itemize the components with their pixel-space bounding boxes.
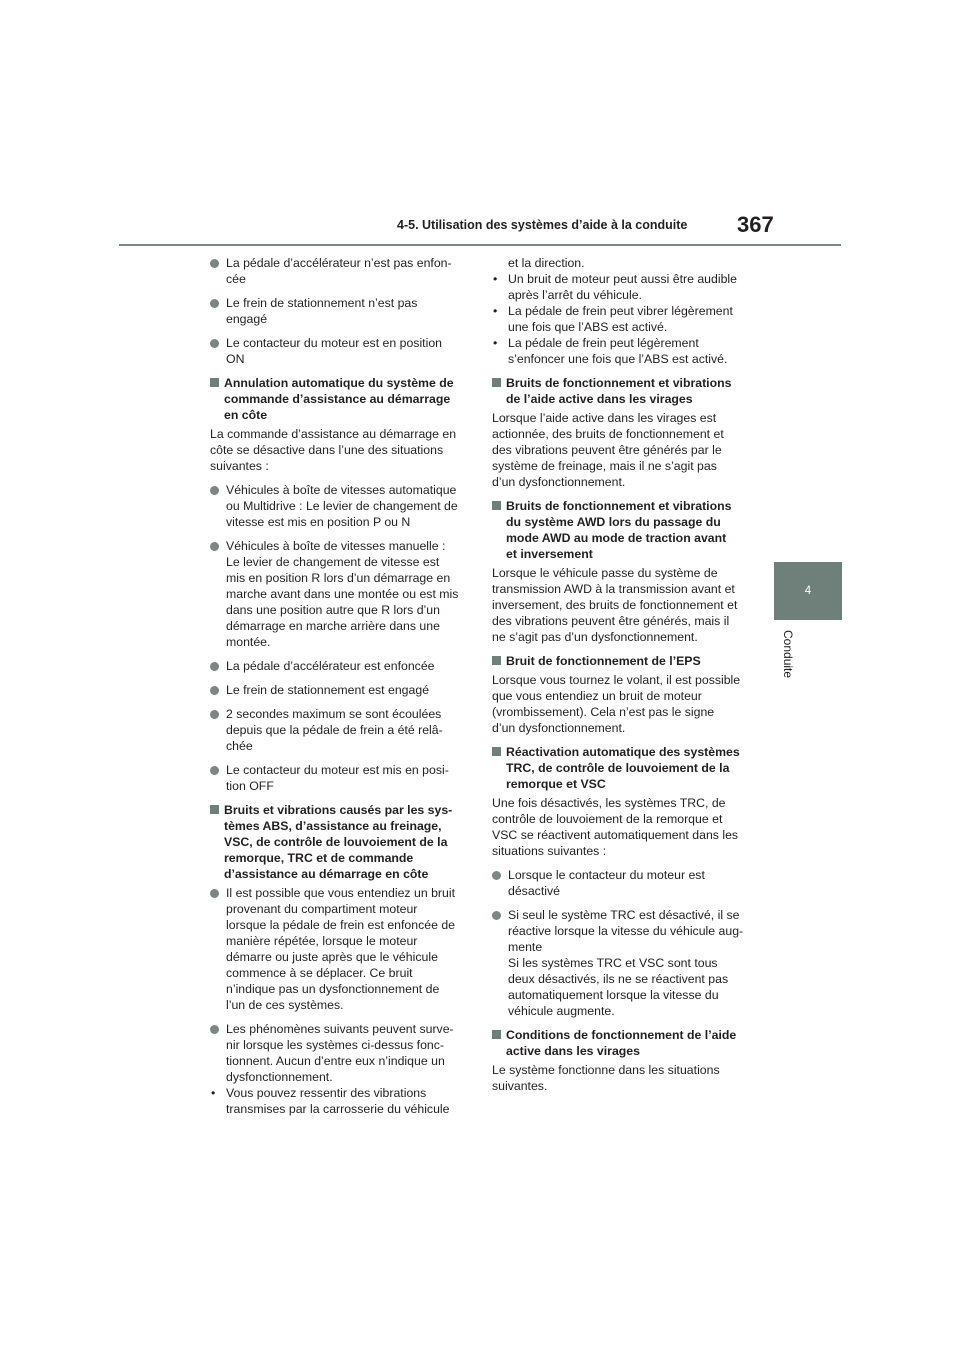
paragraph: Lorsque vous tournez le volant, il est possible que vous entendiez un bruit de moteur (vrombissement). Cela n’est pas le signe d’un dysfonctionnement.: [492, 673, 741, 735]
list-item: Le frein de stationnement n’est pas engagé: [210, 295, 466, 327]
list-item: Le contacteur du moteur est mis en posi- tion OFF: [210, 762, 466, 794]
section-heading: Bruits et vibrations causés par les sys- tèmes ABS, d’assistance au freinage, VSC, de contrôle de louvoiement de la remorque, TRC et de commande d’assistance au démarrage en côte: [210, 802, 466, 882]
section-heading: Bruit de fonctionnement de l’EPS: [492, 653, 748, 669]
list-item: Lorsque le contacteur du moteur est désactivé: [492, 867, 748, 899]
list-item: Véhicules à boîte de vitesses manuelle : Le levier de changement de vitesse est mis en position R lors d’un démarrage en marche avant dans une montée ou est mis dans une position autre que R lors d’un démarrage en marche arrière dans une montée.: [210, 538, 466, 650]
bullet-icon: [210, 486, 219, 495]
chapter-tab: [774, 562, 842, 620]
dash-item: • La pédale de frein peut légèrement s’enfoncer une fois que l’ABS est activé.: [493, 336, 728, 366]
dash-item-continuation: et la direction.: [508, 256, 585, 270]
square-marker-icon: [492, 656, 501, 665]
square-marker-icon: [210, 805, 219, 814]
square-marker-icon: [492, 378, 501, 387]
paragraph: Lorsque le véhicule passe du système de transmission AWD à la transmission avant et inversement, des bruits de fonctionnement et des vibrations peuvent être générés, mais il ne s’agit pas d’un dysfonctionnement.: [492, 566, 738, 644]
dash-bullet-icon: •: [493, 336, 498, 350]
section-heading: Bruits de fonctionnement et vibrations du système AWD lors du passage du mode AWD au mode de traction avant et inversement: [492, 498, 748, 562]
chapter-label: Conduite: [781, 630, 795, 679]
paragraph: Le système fonctionne dans les situations suivantes.: [492, 1063, 720, 1093]
list-item: 2 secondes maximum se sont écoulées depuis que la pédale de frein a été relâ- chée: [210, 706, 466, 754]
bullet-icon: [210, 542, 219, 551]
bullet-icon: [492, 911, 501, 920]
dash-item: • Un bruit de moteur peut aussi être audible après l’arrêt du véhicule.: [493, 272, 737, 302]
bullet-icon: [210, 1025, 219, 1034]
section-heading: Bruits de fonctionnement et vibrations de l’aide active dans les virages: [492, 375, 748, 407]
bullet-icon: [210, 339, 219, 348]
bullet-icon: [210, 662, 219, 671]
paragraph: Lorsque l’aide active dans les virages est actionnée, des bruits de fonctionnement et des vibrations peuvent être générés par le système de freinage, mais il ne s’agit pas d’un dysfonctionnement.: [492, 411, 724, 489]
section-heading: Réactivation automatique des systèmes TRC, de contrôle de louvoiement de la remorque et VSC: [492, 744, 748, 792]
header-divider: [119, 244, 841, 246]
left-column: [210, 255, 466, 1117]
page-number: 367: [737, 212, 774, 237]
list-item: Véhicules à boîte de vitesses automatique ou Multidrive : Le levier de changement de vitesse est mis en position P ou N: [210, 482, 466, 530]
list-item: Il est possible que vous entendiez un bruit provenant du compartiment moteur lorsque la pédale de frein est enfoncée de manière répétée, lorsque le moteur démarre ou juste après que le véhicule commence à se déplacer. Ce bruit n’indique pas un dysfonctionnement de l’un de ces systèmes.: [210, 885, 466, 1013]
section-heading: Annulation automatique du système de commande d’assistance au démarrage en côte: [210, 375, 466, 423]
list-item: Le frein de stationnement est engagé: [210, 682, 466, 698]
dash-item: • La pédale de frein peut vibrer légèrement une fois que l’ABS est activé.: [493, 304, 733, 334]
right-column: [492, 255, 748, 1102]
bullet-icon: [210, 686, 219, 695]
paragraph: Une fois désactivés, les systèmes TRC, de contrôle de louvoiement de la remorque et VSC se réactivent automatiquement dans les situations suivantes :: [492, 796, 739, 858]
square-marker-icon: [210, 378, 219, 387]
dash-bullet-icon: •: [211, 1086, 216, 1100]
dash-bullet-icon: •: [493, 272, 498, 286]
list-item: Les phénomènes suivants peuvent surve- nir lorsque les systèmes ci-dessus fonc- tionnent. Aucun d’entre eux n’indique un dysfonctionnement.: [210, 1021, 466, 1085]
square-marker-icon: [492, 1030, 501, 1039]
list-item: Si seul le système TRC est désactivé, il se réactive lorsque la vitesse du véhicule aug- mente Si les systèmes TRC et VSC sont tous deux désactivés, ils ne se réactivent pas automatiquement lorsque la vitesse du véhicule augmente.: [492, 907, 748, 1019]
bullet-icon: [210, 299, 219, 308]
section-title: 4-5. Utilisation des systèmes d’aide à la conduite: [397, 218, 688, 232]
bullet-icon: [492, 871, 501, 880]
bullet-icon: [210, 766, 219, 775]
paragraph: La commande d’assistance au démarrage en côte se désactive dans l’une des situations suivantes :: [210, 427, 457, 473]
bullet-icon: [210, 889, 219, 898]
list-item: La pédale d’accélérateur n’est pas enfon- cée: [210, 255, 466, 287]
square-marker-icon: [492, 501, 501, 510]
bullet-icon: [210, 710, 219, 719]
dash-item: • Vous pouvez ressentir des vibrations transmises par la carrosserie du véhicule: [211, 1086, 450, 1116]
square-marker-icon: [492, 747, 501, 756]
section-heading: Conditions de fonctionnement de l’aide active dans les virages: [492, 1027, 748, 1059]
list-item: La pédale d’accélérateur est enfoncée: [210, 658, 466, 674]
chapter-number: 4: [804, 585, 812, 597]
dash-bullet-icon: •: [493, 304, 498, 318]
bullet-icon: [210, 259, 219, 268]
list-item: Le contacteur du moteur est en position ON: [210, 335, 466, 367]
